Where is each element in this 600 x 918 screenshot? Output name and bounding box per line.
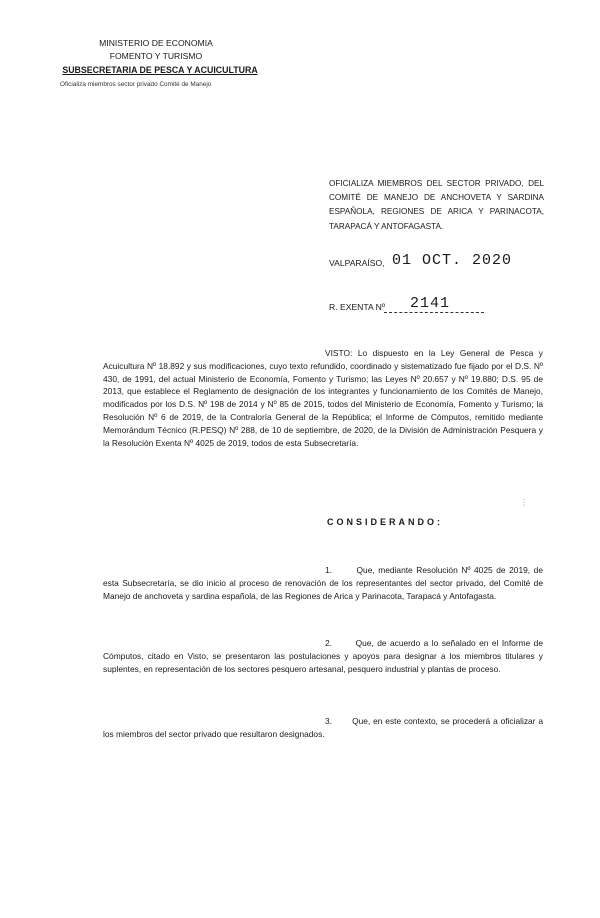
considerando-number: 3. (325, 716, 332, 726)
visto-text: VISTO: Lo dispuesto en la Ley General de Pesca y Acuicultura Nº 18.892 y sus modificaciones, cuyo texto refundido, coordinado y sistematizado fue fijado por el D.S. Nº 430, de 1991, del actual Ministerio de Economía, Fomento y Turismo; las Leyes Nº 20.657 y Nº 19.880; D.S. 95 de 2013, que establece el Reglamento de designación de los integrantes y funcionamiento de los Comités de Manejo, modificados por los D.S. Nº 198 de 2014 y Nº 85 de 2015, todos del Ministerio de Economía, Fomento y Turismo; la Resolución Nº 6 de 2019, de la Contraloría General de la República; el Informe de Cómputos, remitido mediante Memorándum Técnico (R.PESQ) Nº 288, de 10 de septiembre, de 2020, de la División de Administración Pesquera y la Resolución Exenta Nº 4025 de 2019, todos de esta Subsecretaría. (103, 348, 543, 448)
margin-mark: ⋮ (520, 498, 528, 507)
ministry-name: MINISTERIO DE ECONOMIA (99, 38, 213, 48)
considerando-number: 1. (325, 565, 332, 575)
resolution-title: OFICIALIZA MIEMBROS DEL SECTOR PRIVADO, DEL COMITÉ DE MANEJO DE ANCHOVETA Y SARDINA ESPAÑOLA, REGIONES DE ARICA Y PARINACOTA, TARAPACÁ Y ANTOFAGASTA. (329, 179, 544, 231)
considerando-number: 2. (325, 638, 332, 648)
resolution-label: R. EXENTA Nº (329, 302, 385, 312)
considerando-text: Que, mediante Resolución Nº 4025 de 2019, de esta Subsecretaría, se dio inicio al proceso de renovación de los representantes del sector privado, del Comité de Manejo de anchoveta y sardina española, de las Regiones de Arica y Parinacota, Tarapacá y Antofagasta. (103, 565, 543, 601)
visto-paragraph (103, 347, 543, 449)
considerando-item (103, 564, 543, 602)
resolution-number: 2141 (410, 295, 451, 312)
considerando-text: Que, en este contexto, se procederá a oficializar a los miembros del sector privado que resultaron designados. (103, 716, 543, 739)
resolution-number-field (384, 295, 484, 313)
considerando-item (103, 637, 543, 675)
resolution-date-stamp: 01 OCT. 2020 (392, 252, 513, 269)
ministry-name-line2: FOMENTO Y TURISMO (109, 51, 203, 61)
subsecretaria-name: SUBSECRETARIA DE PESCA Y ACUICULTURA (62, 65, 258, 75)
location-label: VALPARAÍSO, (329, 258, 385, 268)
document-reference: Oficializa miembros sector privado Comité de Manejo (60, 81, 212, 88)
considerando-text: Que, de acuerdo a lo señalado en el Informe de Cómputos, citado en Visto, se presentaron las postulaciones y apoyos para designar a los miembros titulares y suplentes, en representación de los sectores pesquero artesanal, pesquero industrial y plantas de proceso. (103, 638, 543, 674)
considerando-item (103, 715, 543, 741)
considerando-heading: CONSIDERANDO: (327, 517, 444, 527)
